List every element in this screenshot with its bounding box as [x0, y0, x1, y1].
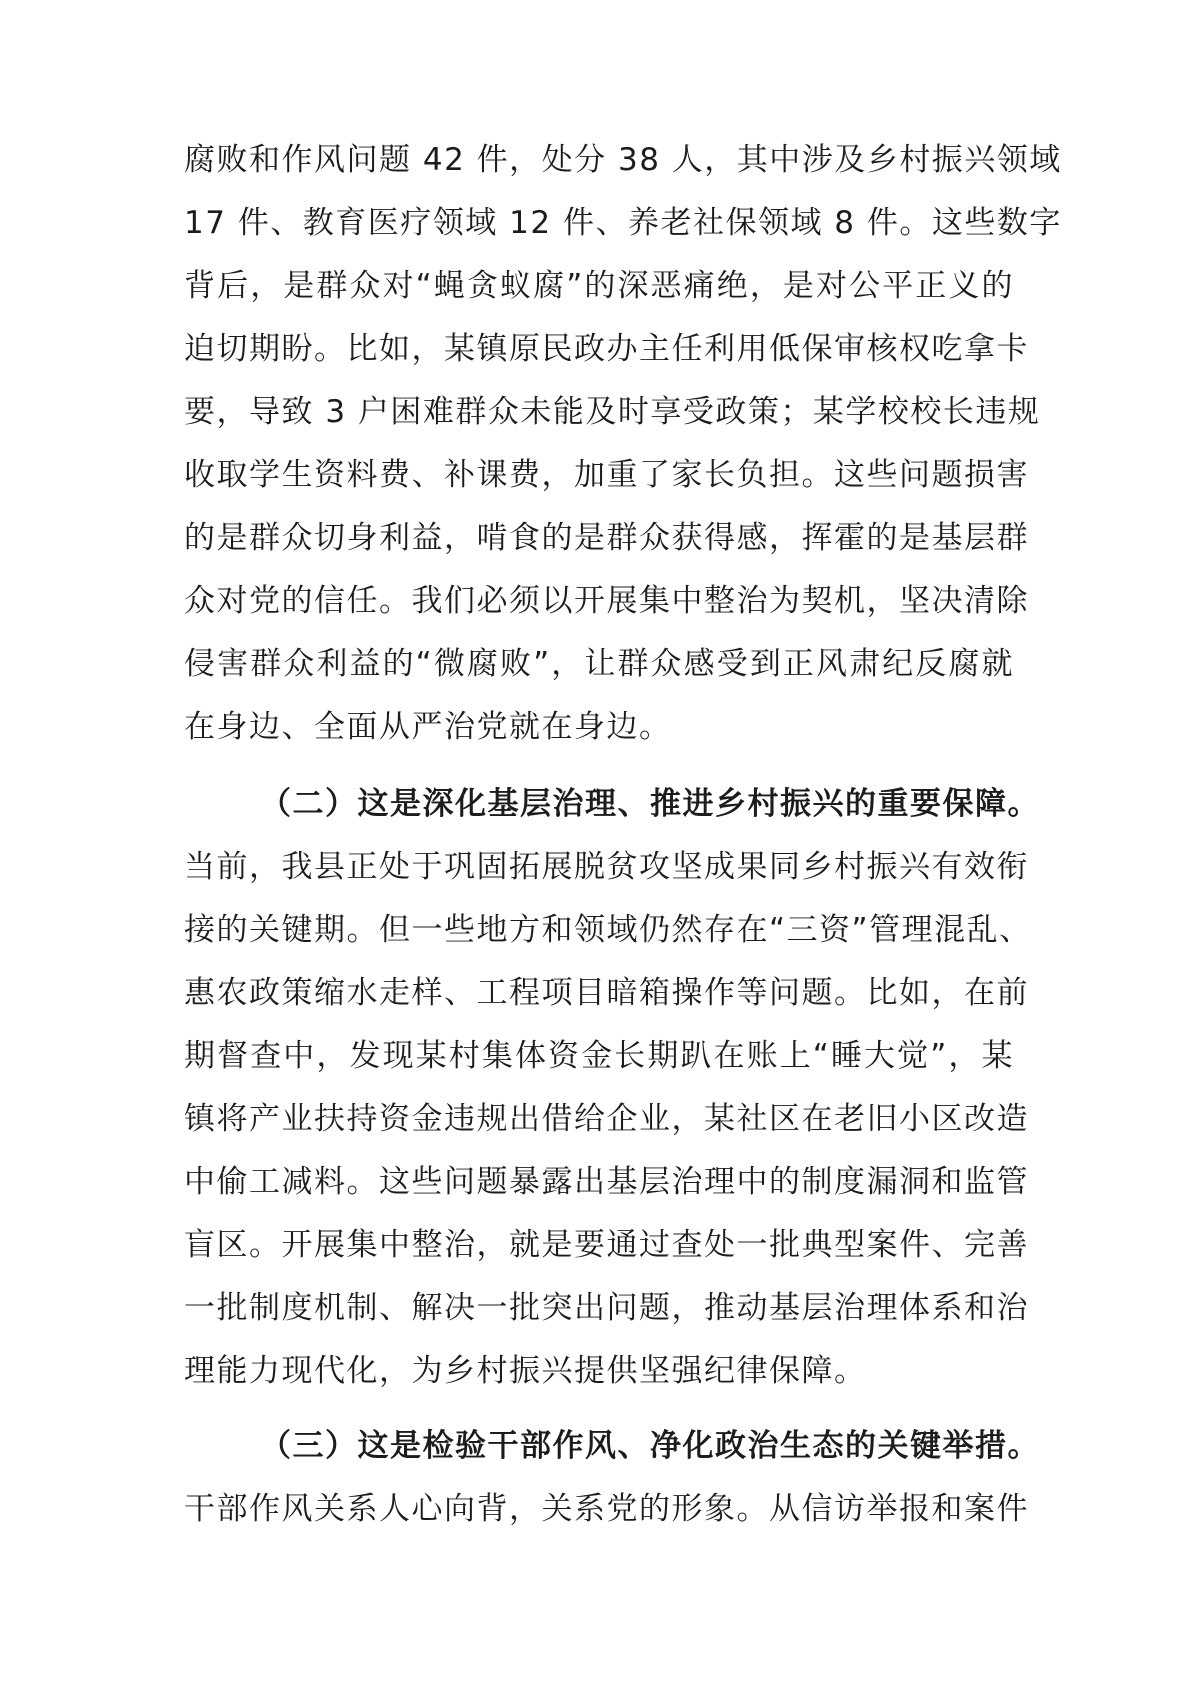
section-2-line: 惠农政策缩水走样、工程项目暗箱操作等问题。比如，在前: [184, 975, 1029, 1011]
paragraph-1-line: 在身边、全面从严治党就在身边。: [184, 709, 672, 745]
section-2-line: 中偷工减料。这些问题暴露出基层治理中的制度漏洞和监管: [184, 1164, 1029, 1200]
paragraph-1: [184, 129, 1062, 759]
section-2-line: 盲区。开展集中整治，就是要通过查处一批典型案件、完善: [184, 1227, 1029, 1263]
paragraph-1-line: 迫切期盼。比如，某镇原民政办主任利用低保审核权吃拿卡: [184, 331, 1029, 367]
paragraph-1-line: 的是群众切身利益，啃食的是群众获得感，挥霍的是基层群: [184, 520, 1029, 556]
paragraph-1-line: 侵害群众利益的“微腐败”，让群众感受到正风肃纪反腐就: [184, 646, 1014, 682]
paragraph-1-line: 腐败和作风问题 42 件，处分 38 人，其中涉及乡村振兴领域: [184, 142, 1062, 178]
paragraph-1-line: 收取学生资料费、补课费，加重了家长负担。这些问题损害: [184, 457, 1029, 493]
paragraph-1-line: 众对党的信任。我们必须以开展集中整治为契机，坚决清除: [184, 583, 1029, 619]
section-2-line: 当前，我县正处于巩固拓展脱贫攻坚成果同乡村振兴有效衔: [184, 849, 1029, 885]
section-2-line: 接的关键期。但一些地方和领域仍然存在“三资”管理混乱、: [184, 912, 1032, 948]
paragraph-1-line: 要，导致 3 户困难群众未能及时享受政策；某学校校长违规: [184, 394, 1041, 430]
section-3-line: 干部作风关系人心向背，关系党的形象。从信访举报和案件: [184, 1491, 1029, 1527]
section-2: [184, 773, 1040, 1403]
section-2-heading: （二）这是深化基层治理、推进乡村振兴的重要保障。: [260, 786, 1040, 822]
paragraph-1-line: 背后，是群众对“蝇贪蚁腐”的深恶痛绝，是对公平正义的: [184, 268, 1014, 304]
paragraph-1-line: 17 件、教育医疗领域 12 件、养老社保领域 8 件。这些数字: [184, 205, 1062, 241]
section-3-heading: （三）这是检验干部作风、净化政治生态的关键举措。: [260, 1428, 1040, 1464]
section-3: [184, 1415, 1040, 1541]
section-2-line: 镇将产业扶持资金违规出借给企业，某社区在老旧小区改造: [184, 1101, 1029, 1137]
section-2-line: 一批制度机制、解决一批突出问题，推动基层治理体系和治: [184, 1290, 1029, 1326]
section-2-line: 理能力现代化，为乡村振兴提供坚强纪律保障。: [184, 1353, 867, 1389]
section-2-line: 期督查中，发现某村集体资金长期趴在账上“睡大觉”，某: [184, 1038, 1014, 1074]
